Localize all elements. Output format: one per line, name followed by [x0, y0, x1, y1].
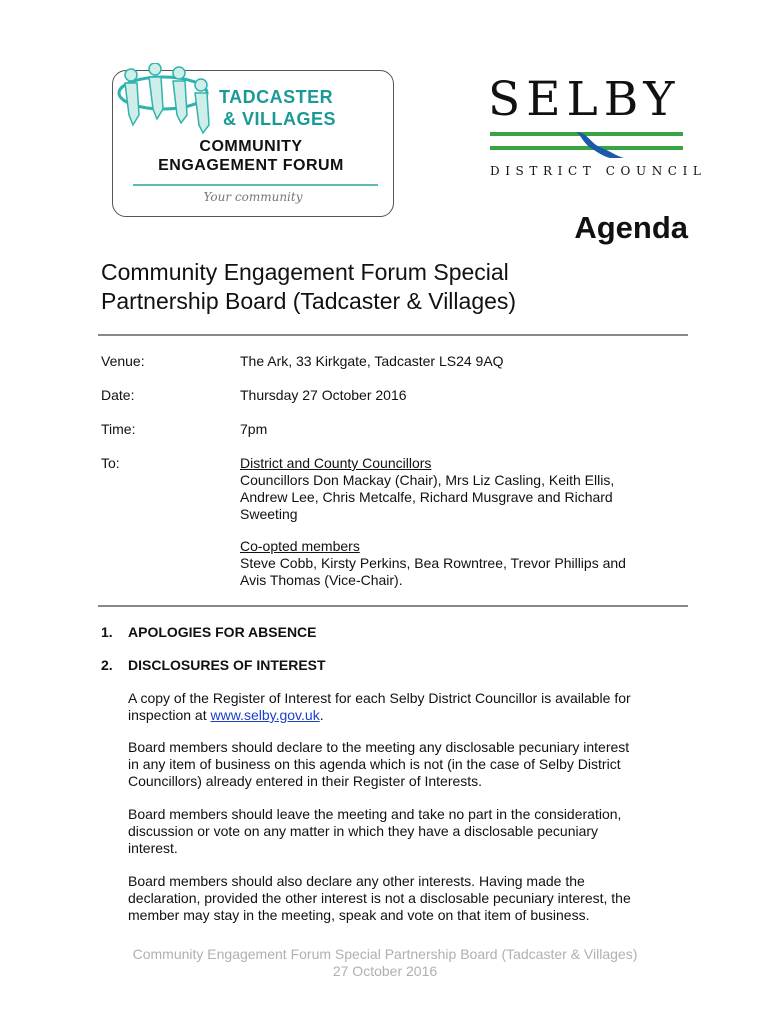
inline-text: inspection at	[128, 707, 211, 723]
paragraph-line: A copy of the Register of Interest for each Selby District Councillor is available for	[128, 690, 631, 706]
venue-label: Venue:	[101, 353, 145, 369]
item-number: 1.	[101, 624, 113, 640]
paragraph-line: declaration, provided the other interest is not a disclosable pecuniary interest, the	[128, 890, 631, 906]
date-label: Date:	[101, 387, 135, 403]
coopted-line: Steve Cobb, Kirsty Perkins, Bea Rowntree, Trevor Phillips and	[240, 555, 626, 571]
paragraph-line: in any item of business on this agenda which is not (in the case of Selby District	[128, 756, 621, 772]
disclosure-paragraph-1	[128, 690, 690, 724]
inline-text: .	[319, 707, 324, 723]
meeting-title-line2: Partnership Board (Tadcaster & Villages)	[101, 288, 517, 314]
forum-logo-rule	[133, 184, 378, 186]
councillors-line: Sweeting	[240, 506, 298, 522]
forum-logo-line1: TADCASTER	[219, 87, 334, 107]
item-number: 2.	[101, 657, 113, 673]
date-value: Thursday 27 October 2016	[240, 387, 407, 403]
paragraph-line: member may stay in the meeting, speak and vote on that item of business.	[128, 907, 590, 923]
paragraph-line: Councillors) already entered in their Register of Interests.	[128, 773, 483, 789]
disclosure-paragraph-4	[128, 873, 690, 924]
page-footer	[0, 946, 770, 980]
forum-logo-tagline: Your community	[203, 190, 303, 204]
paragraph-line: discussion or vote on any matter in which they have a disclosable pecuniary	[128, 823, 599, 839]
councillors-line: Councillors Don Mackay (Chair), Mrs Liz Casling, Keith Ellis,	[240, 472, 615, 488]
councillors-block	[240, 455, 690, 523]
meeting-title-line1: Community Engagement Forum Special	[101, 259, 509, 285]
councillors-line: Andrew Lee, Chris Metcalfe, Richard Musgrave and Richard	[240, 489, 613, 505]
councillors-heading: District and County Councillors	[240, 455, 432, 471]
divider-top	[98, 334, 688, 336]
meeting-title	[101, 258, 701, 316]
time-label: Time:	[101, 421, 136, 437]
paragraph-line: Board members should also declare any other interests. Having made the	[128, 873, 585, 889]
venue-value: The Ark, 33 Kirkgate, Tadcaster LS24 9AQ	[240, 353, 504, 369]
forum-logo-line2: & VILLAGES	[223, 109, 337, 129]
disclosure-paragraph-3	[128, 806, 690, 857]
footer-title: Community Engagement Forum Special Partnership Board (Tadcaster & Villages)	[132, 946, 638, 962]
time-value: 7pm	[240, 421, 268, 437]
forum-logo	[112, 70, 394, 217]
paragraph-line	[128, 707, 690, 724]
disclosure-paragraph-2	[128, 739, 690, 790]
paragraph-line: Board members should leave the meeting and take no part in the consideration,	[128, 806, 622, 822]
item-heading-apologies: APOLOGIES FOR ABSENCE	[128, 624, 317, 640]
council-logo-river-icon	[490, 132, 683, 158]
coopted-heading: Co-opted members	[240, 538, 360, 554]
divider-bottom	[98, 605, 688, 607]
council-logo-subtitle: DISTRICT COUNCIL	[490, 164, 707, 178]
forum-logo-line4: ENGAGEMENT FORUM	[158, 157, 344, 174]
selby-website-link[interactable]: www.selby.gov.uk	[210, 707, 320, 723]
coopted-line: Avis Thomas (Vice-Chair).	[240, 572, 403, 588]
coopted-block	[240, 538, 690, 589]
agenda-title: Agenda	[574, 210, 688, 245]
item-heading-disclosures: DISCLOSURES OF INTEREST	[128, 657, 326, 673]
forum-logo-line3: COMMUNITY	[199, 138, 303, 155]
paragraph-line: Board members should declare to the meeting any disclosable pecuniary interest	[128, 739, 630, 755]
footer-date: 27 October 2016	[332, 963, 438, 979]
council-logo-name: SELBY	[488, 72, 681, 127]
to-label: To:	[101, 455, 120, 471]
paragraph-line: interest.	[128, 840, 178, 856]
